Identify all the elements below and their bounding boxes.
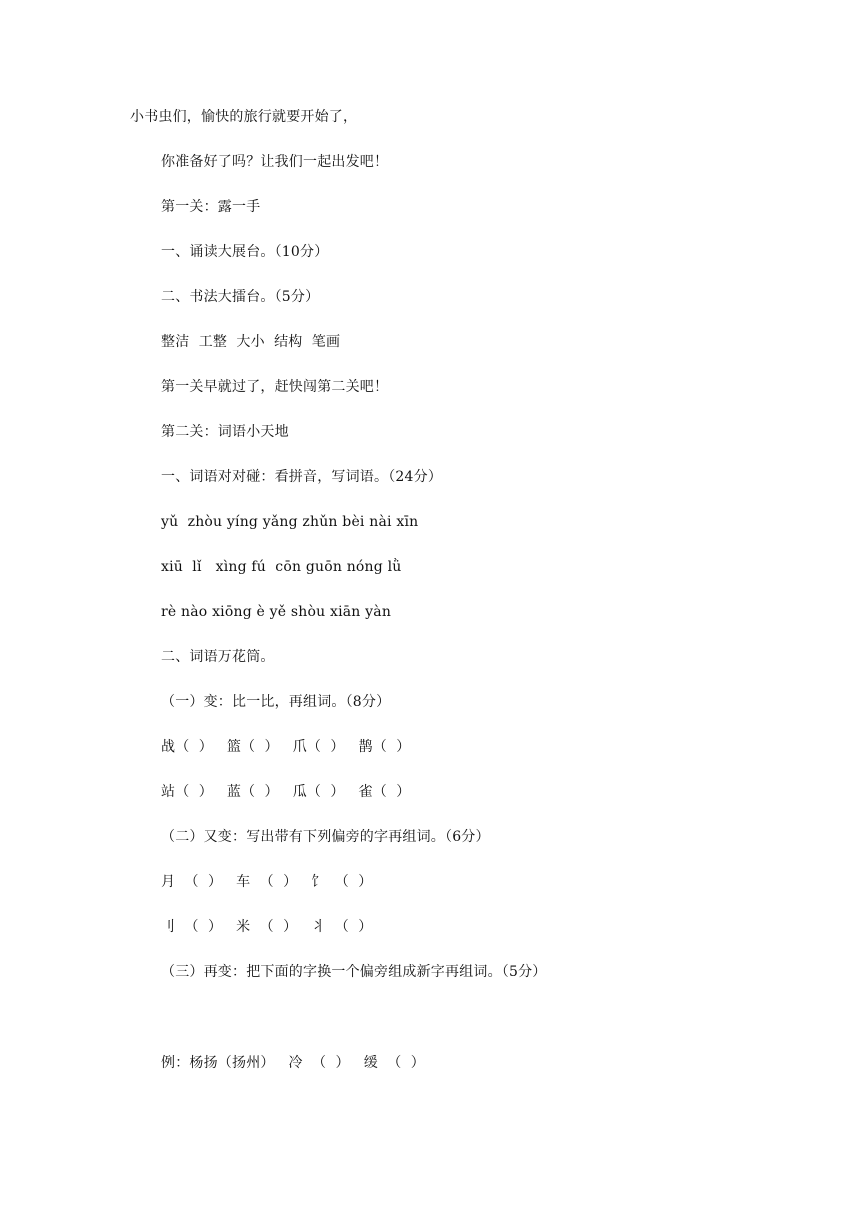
calligraphy-criteria: 整洁 工整 大小 结构 笔画 [161,334,341,350]
compare-row: 站（ ） 蓝（ ） 瓜（ ） 雀（ ） [161,784,411,800]
radical-row: 刂 （ ） 米 （ ） 丬 （ ） [161,919,373,935]
level-one-title: 第一关：露一手 [161,199,261,215]
change-radical-example: 例：杨扬（扬州） 冷 （ ） 缓 （ ） [161,1055,425,1071]
word-kaleidoscope-heading: 二、词语万花筒。 [161,649,275,665]
pinyin-row: xiū lǐ xìng fú cōn guōn nóng lǜ [161,559,402,575]
change-radical-heading: （三）再变：把下面的字换一个偏旁组成新字再组词。（5分） [161,964,547,980]
level-one-complete: 第一关早就过了，赶快闯第二关吧！ [161,379,389,395]
radical-row: 月 （ ） 车 （ ） 饣 （ ） [161,874,373,890]
calligraphy-item: 二、书法大擂台。（5分） [161,289,320,305]
compare-task-heading: （一）变：比一比，再组词。（8分） [161,694,391,710]
pinyin-row: yǔ zhòu yíng yǎng zhǔn bèi nài xīn [161,514,419,530]
pinyin-row: rè nào xiōng è yě shòu xiān yàn [161,604,392,620]
compare-row: 战（ ） 篮（ ） 爪（ ） 鹊（ ） [161,739,411,755]
intro-question: 你准备好了吗？让我们一起出发吧！ [161,154,389,170]
radical-task-heading: （二）又变：写出带有下列偏旁的字再组词。（6分） [161,829,490,845]
pinyin-task-heading: 一、词语对对碰：看拼音，写词语。（24分） [161,469,443,485]
level-two-title: 第二关：词语小天地 [161,424,289,440]
intro-line: 小书虫们，愉快的旅行就要开始了， [130,109,358,125]
recitation-item: 一、诵读大展台。（10分） [161,244,329,260]
